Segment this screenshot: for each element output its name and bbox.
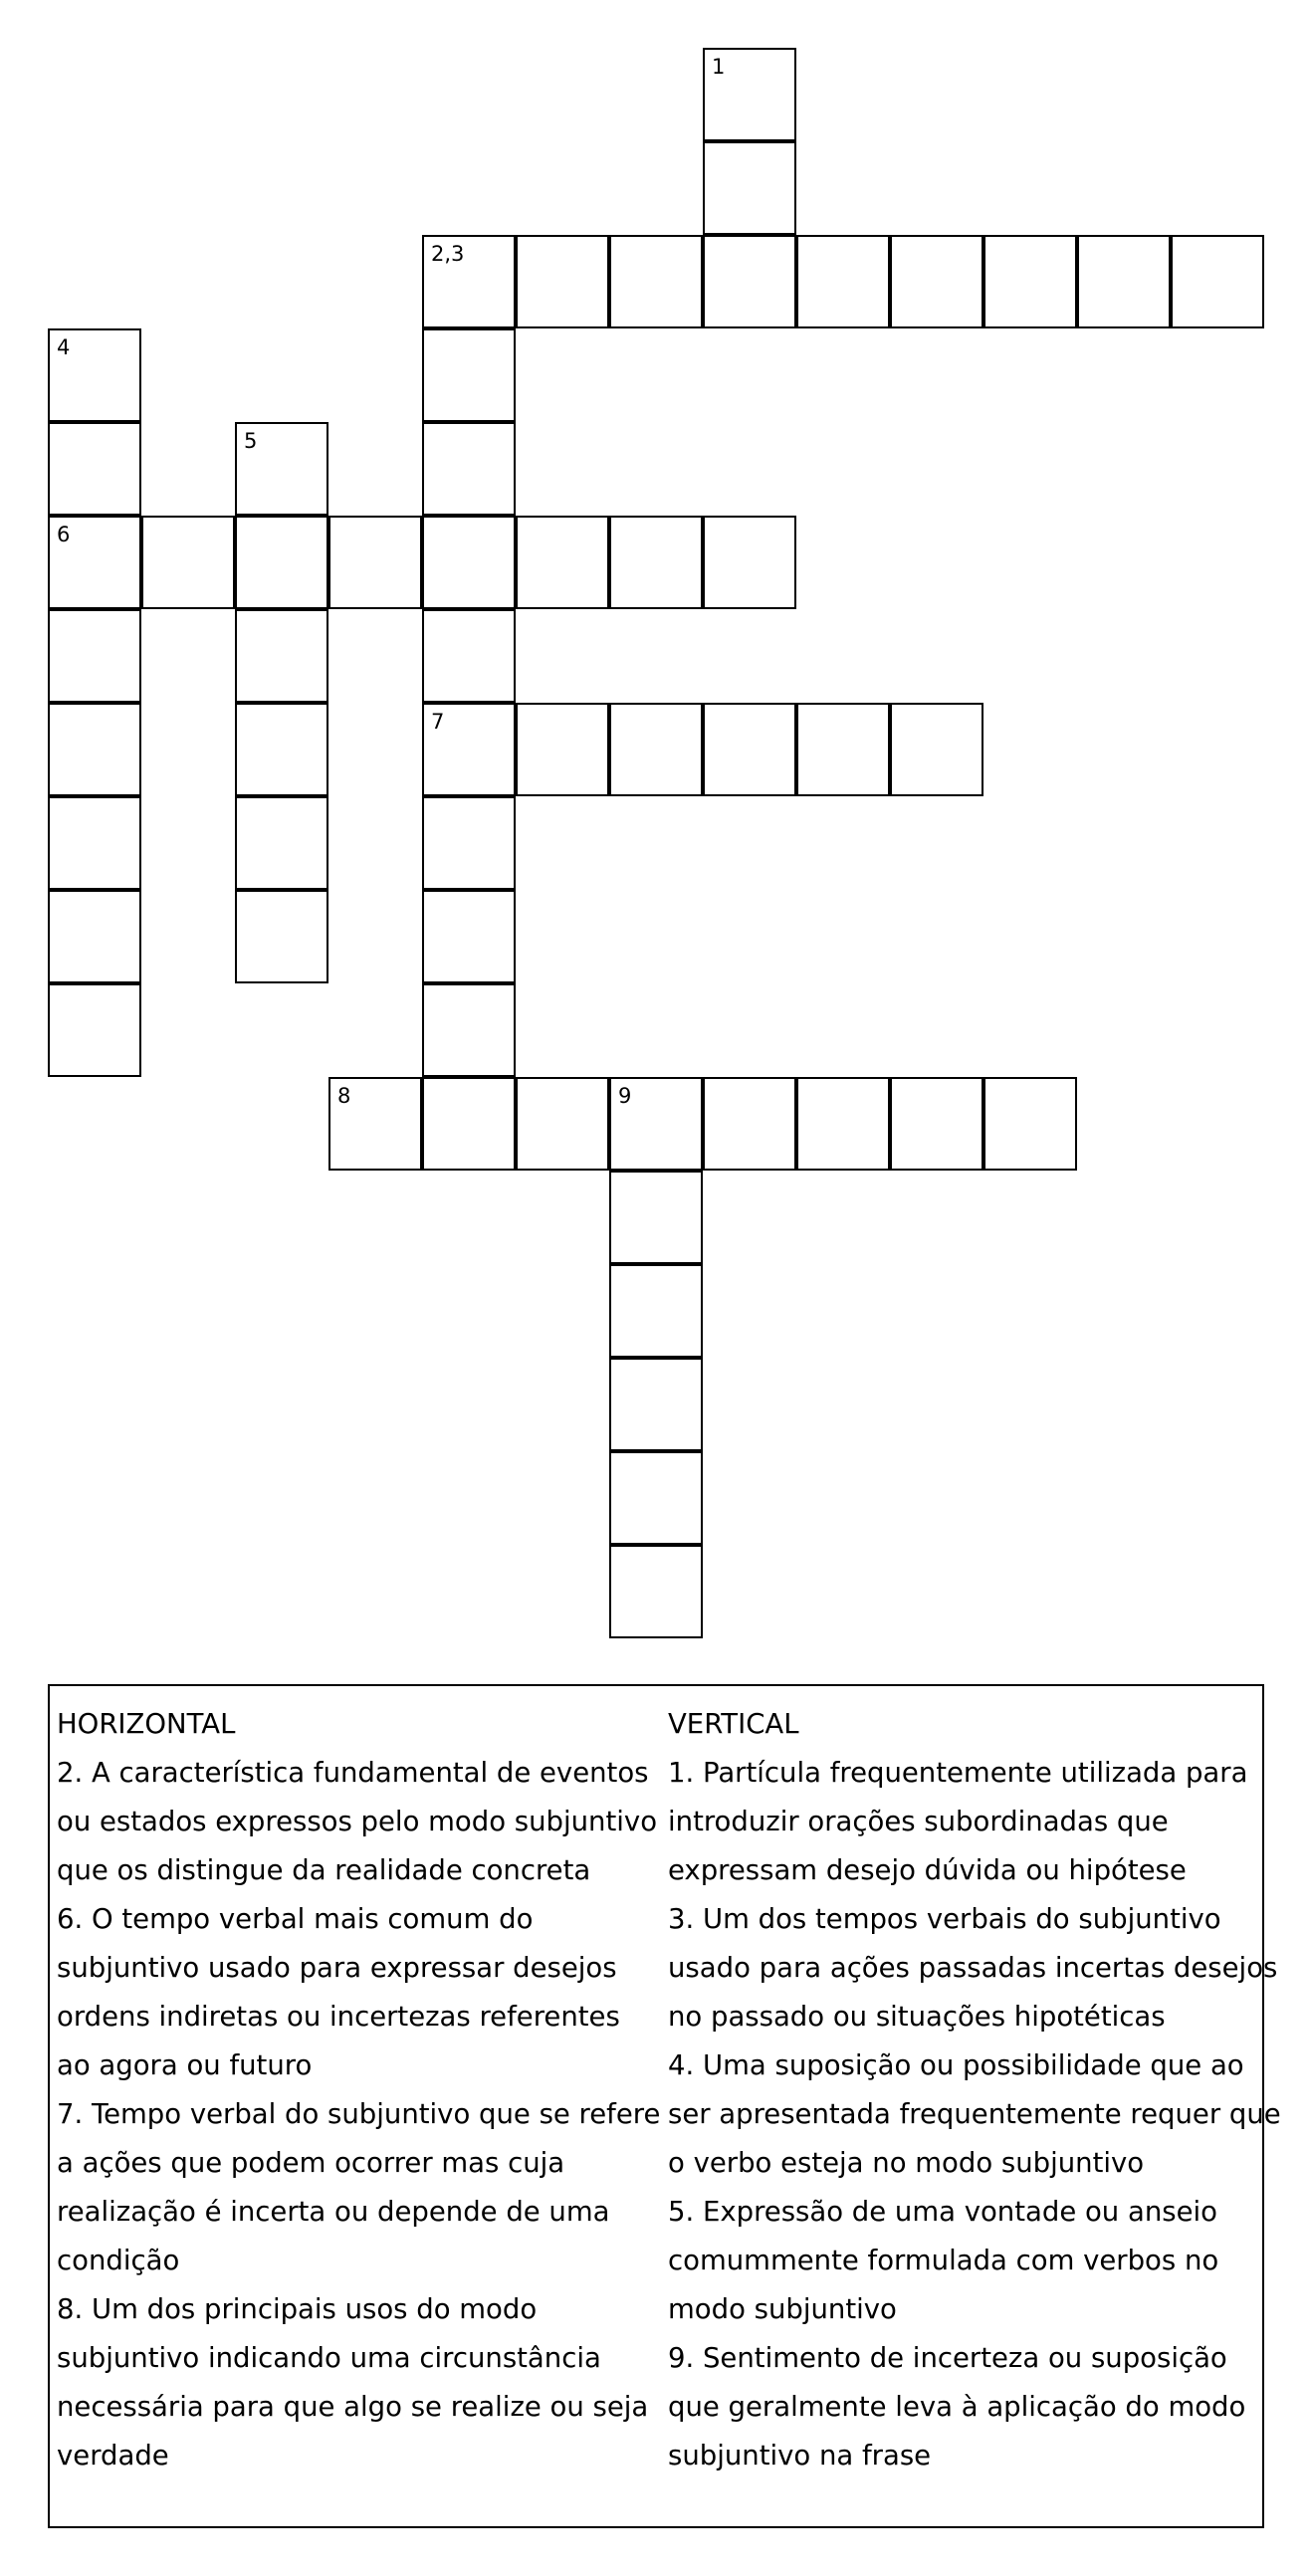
clue-line: modo subjuntivo <box>668 2293 897 2325</box>
clue-line: necessária para que algo se realize ou seja <box>57 2391 649 2423</box>
clue-line: 5. Expressão de uma vontade ou anseio <box>668 2196 1217 2228</box>
clue-line: o verbo esteja no modo subjuntivo <box>668 2147 1145 2179</box>
crossword-cell[interactable] <box>1077 235 1171 328</box>
crossword-cell[interactable] <box>703 235 796 328</box>
crossword-cell[interactable] <box>328 516 422 609</box>
crossword-cell[interactable] <box>890 1077 983 1171</box>
clue-line: expressam desejo dúvida ou hipótese <box>668 1854 1187 1886</box>
clue-line: subjuntivo usado para expressar desejos <box>57 1952 617 1984</box>
crossword-cell[interactable] <box>422 703 516 796</box>
clue-line: no passado ou situações hipotéticas <box>668 2001 1166 2033</box>
crossword-cell[interactable] <box>703 516 796 609</box>
clue-line: que os distingue da realidade concreta <box>57 1854 591 1886</box>
crossword-cell[interactable] <box>48 516 141 609</box>
crossword-cell[interactable] <box>422 890 516 983</box>
clue-line: 7. Tempo verbal do subjuntivo que se refere <box>57 2098 661 2130</box>
crossword-cell[interactable] <box>141 516 235 609</box>
crossword-cell[interactable] <box>516 516 609 609</box>
crossword-cell[interactable] <box>48 422 141 516</box>
crossword-cell[interactable] <box>516 1077 609 1171</box>
clue-number: 5 <box>244 429 258 453</box>
crossword-cell[interactable] <box>422 235 516 328</box>
crossword-cell[interactable] <box>609 1077 703 1171</box>
clue-line: ordens indiretas ou incertezas referentes <box>57 2001 620 2033</box>
clue-line: a ações que podem ocorrer mas cuja <box>57 2147 565 2179</box>
crossword-cell[interactable] <box>422 796 516 890</box>
vertical-title: VERTICAL <box>668 1708 799 1740</box>
crossword-cell[interactable] <box>235 703 328 796</box>
crossword-cell[interactable] <box>703 48 796 141</box>
crossword-cell[interactable] <box>703 1077 796 1171</box>
crossword-cell[interactable] <box>422 422 516 516</box>
clue-line: 6. O tempo verbal mais comum do <box>57 1903 534 1935</box>
crossword-cell[interactable] <box>609 1264 703 1358</box>
clue-number: 9 <box>618 1084 632 1108</box>
clue-number: 4 <box>57 335 71 359</box>
crossword-cell[interactable] <box>48 328 141 422</box>
horizontal-title: HORIZONTAL <box>57 1708 236 1740</box>
crossword-cell[interactable] <box>235 890 328 983</box>
crossword-cell[interactable] <box>1171 235 1264 328</box>
clue-number: 7 <box>431 710 445 734</box>
crossword-cell[interactable] <box>516 703 609 796</box>
clues-box <box>48 1684 1281 2528</box>
crossword-cell[interactable] <box>609 516 703 609</box>
clue-line: comummente formulada com verbos no <box>668 2245 1219 2276</box>
crossword-cell[interactable] <box>235 516 328 609</box>
clue-line: ao agora ou futuro <box>57 2049 313 2081</box>
clue-line: subjuntivo na frase <box>668 2440 932 2471</box>
clue-line: 4. Uma suposição ou possibilidade que ao <box>668 2049 1244 2081</box>
crossword-cell[interactable] <box>609 1171 703 1264</box>
crossword-cell[interactable] <box>609 703 703 796</box>
clue-line: condição <box>57 2245 180 2276</box>
clue-line: ser apresentada frequentemente requer que <box>668 2098 1281 2130</box>
crossword-cell[interactable] <box>890 703 983 796</box>
crossword-cell[interactable] <box>422 328 516 422</box>
crossword-cell[interactable] <box>48 890 141 983</box>
crossword-cell[interactable] <box>796 235 890 328</box>
crossword-cell[interactable] <box>422 516 516 609</box>
crossword-cell[interactable] <box>422 609 516 703</box>
clue-line: 3. Um dos tempos verbais do subjuntivo <box>668 1903 1221 1935</box>
clue-number: 6 <box>57 523 71 546</box>
clue-line: 1. Partícula frequentemente utilizada para <box>668 1757 1248 1789</box>
clue-line: usado para ações passadas incertas desejos <box>668 1952 1278 1984</box>
crossword-cell[interactable] <box>609 1545 703 1638</box>
crossword-cell[interactable] <box>983 235 1077 328</box>
clue-number: 8 <box>337 1084 351 1108</box>
horizontal-clue-lines <box>57 1749 661 2480</box>
clue-line: realização é incerta ou depende de uma <box>57 2196 610 2228</box>
crossword-cell[interactable] <box>48 609 141 703</box>
crossword-cell[interactable] <box>328 1077 422 1171</box>
clue-line: 9. Sentimento de incerteza ou suposição <box>668 2342 1227 2374</box>
clue-line: ou estados expressos pelo modo subjuntivo <box>57 1806 658 1837</box>
crossword-cell[interactable] <box>703 703 796 796</box>
horizontal-clues <box>57 1700 661 2480</box>
crossword-cell[interactable] <box>609 1451 703 1545</box>
crossword-cell[interactable] <box>609 1358 703 1451</box>
crossword-cell[interactable] <box>796 703 890 796</box>
clue-number: 1 <box>712 55 726 79</box>
crossword-cell[interactable] <box>48 983 141 1077</box>
crossword-cell[interactable] <box>235 609 328 703</box>
clue-line: 2. A característica fundamental de eventos <box>57 1757 649 1789</box>
crossword-cell[interactable] <box>48 703 141 796</box>
crossword-cell[interactable] <box>796 1077 890 1171</box>
crossword-cell[interactable] <box>983 1077 1077 1171</box>
crossword-cell[interactable] <box>609 235 703 328</box>
clue-line: verdade <box>57 2440 169 2471</box>
crossword-cell[interactable] <box>422 983 516 1077</box>
clue-number: 2,3 <box>431 242 465 266</box>
crossword-cell[interactable] <box>235 796 328 890</box>
crossword-cell[interactable] <box>516 235 609 328</box>
crossword-cell[interactable] <box>890 235 983 328</box>
clue-line: 8. Um dos principais usos do modo <box>57 2293 538 2325</box>
crossword-cell[interactable] <box>422 1077 516 1171</box>
crossword-cell[interactable] <box>48 796 141 890</box>
crossword-cell[interactable] <box>235 422 328 516</box>
crossword-cell[interactable] <box>703 141 796 235</box>
clue-line: subjuntivo indicando uma circunstância <box>57 2342 601 2374</box>
vertical-clue-lines <box>668 1749 1281 2480</box>
clue-line: que geralmente leva à aplicação do modo <box>668 2391 1246 2423</box>
clue-line: introduzir orações subordinadas que <box>668 1806 1169 1837</box>
vertical-clues <box>668 1700 1281 2480</box>
